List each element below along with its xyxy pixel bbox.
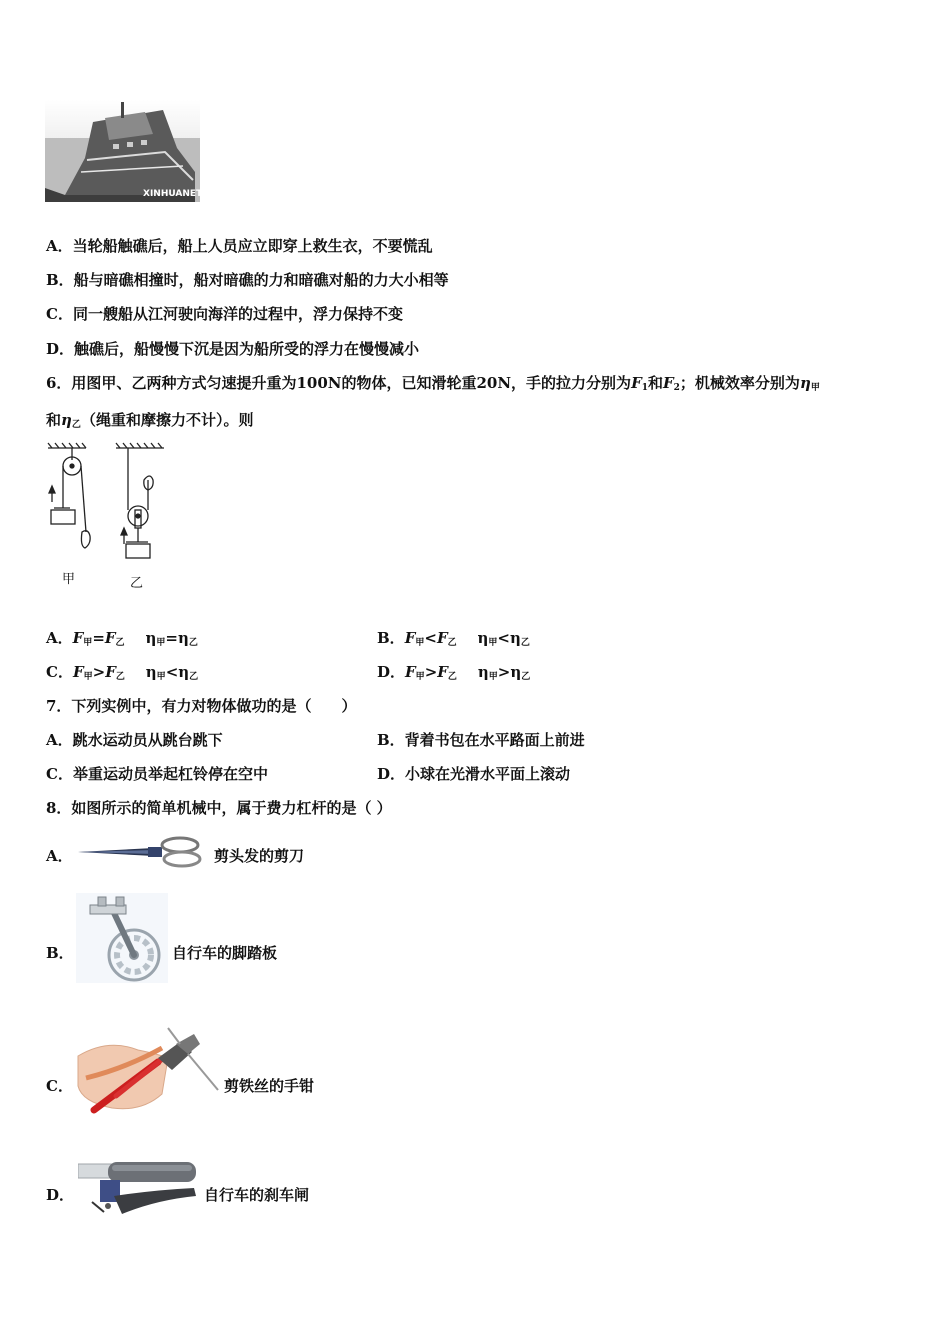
q8-b-prefix: B． bbox=[46, 944, 74, 962]
q6-b-eta2: η bbox=[510, 629, 521, 647]
q6-c-cmp2: < bbox=[165, 663, 179, 681]
q6-text-1: 6．用图甲、乙两种方式匀速提升重为100N的物体，已知滑轮重20N，手的拉力分别为 bbox=[46, 374, 632, 392]
q6-c-cmp1: > bbox=[92, 663, 106, 681]
q6-f1: F bbox=[631, 374, 642, 392]
q6-option-d bbox=[377, 662, 530, 687]
q6-c-jia: 甲 bbox=[83, 672, 93, 682]
q6-a-cmp1: = bbox=[92, 629, 105, 647]
q6-d-eta-jia: 甲 bbox=[488, 672, 498, 682]
q8-c-label: 剪铁丝的手钳 bbox=[224, 1077, 315, 1095]
q6-a-eta2: η bbox=[177, 629, 189, 647]
q6-stem-line1 bbox=[46, 373, 820, 398]
q5-option-b: B．船与暗礁相撞时，船对暗礁的力和暗礁对船的力大小相等 bbox=[46, 271, 449, 289]
q6-d-f: F bbox=[405, 663, 416, 681]
pliers-icon bbox=[76, 1026, 221, 1118]
brake-image bbox=[78, 1160, 200, 1220]
q6-c-eta: η bbox=[145, 663, 157, 681]
q6-d-cmp1: > bbox=[424, 663, 438, 681]
q6-eta-yi: η bbox=[61, 411, 72, 429]
q6-c-eta-yi: 乙 bbox=[189, 672, 199, 682]
q6-a-yi: 乙 bbox=[115, 638, 125, 648]
q6-d-prefix: D． bbox=[377, 663, 406, 681]
q6-f1-sub: 1 bbox=[641, 383, 648, 393]
q7-option-b: B．背着书包在水平路面上前进 bbox=[377, 731, 585, 749]
q6-f2-sub: 2 bbox=[673, 383, 680, 393]
pulley-label-jia: 甲 bbox=[62, 572, 76, 587]
q6-a-f: F bbox=[72, 629, 84, 647]
q8-c-prefix: C． bbox=[46, 1077, 73, 1095]
q8-d-prefix: D． bbox=[46, 1186, 75, 1204]
q6-stem-line2 bbox=[46, 410, 253, 435]
q8-stem: 8．如图所示的简单机械中，属于费力杠杆的是（ ） bbox=[46, 799, 392, 817]
q7-stem: 7．下列实例中，有力对物体做功的是（ ） bbox=[46, 697, 357, 715]
q6-text-3: 和 bbox=[46, 411, 62, 429]
q6-b-eta-jia: 甲 bbox=[488, 638, 498, 648]
q6-b-f2: F bbox=[436, 629, 448, 647]
pulley-diagram bbox=[44, 440, 174, 590]
q6-d-f2: F bbox=[437, 663, 448, 681]
q6-b-eta: η bbox=[477, 629, 489, 647]
q5-option-a: A．当轮船触礁后，船上人员应立即穿上救生衣，不要慌乱 bbox=[46, 237, 433, 255]
q5-option-c: C．同一艘船从江河驶向海洋的过程中，浮力保持不变 bbox=[46, 305, 403, 323]
q8-d-label: 自行车的刹车闸 bbox=[204, 1186, 310, 1204]
pedal-image bbox=[76, 893, 168, 983]
ship-photo bbox=[45, 100, 200, 202]
q6-d-eta: η bbox=[477, 663, 489, 681]
q6-d-eta-yi: 乙 bbox=[521, 672, 531, 682]
q6-d-jia: 甲 bbox=[415, 672, 425, 682]
q8-a-prefix: A． bbox=[46, 847, 73, 865]
q8-a-label: 剪头发的剪刀 bbox=[214, 847, 305, 865]
q6-b-prefix: B． bbox=[377, 629, 405, 647]
q6-b-eta-yi: 乙 bbox=[520, 638, 530, 648]
q8-b-label: 自行车的脚踏板 bbox=[172, 944, 278, 962]
q6-eta-jia: η bbox=[799, 374, 811, 392]
q6-a-eta: η bbox=[145, 629, 157, 647]
q6-c-f2: F bbox=[105, 663, 116, 681]
q6-b-jia: 甲 bbox=[415, 638, 425, 648]
pedal-icon bbox=[76, 893, 168, 983]
q6-c-prefix: C． bbox=[46, 663, 73, 681]
q6-d-yi: 乙 bbox=[447, 672, 457, 682]
q6-text-2: ；机械效率分别为 bbox=[679, 374, 800, 392]
q6-b-cmp2: < bbox=[497, 629, 510, 647]
q6-text-4: （绳重和摩擦力不计）。则 bbox=[80, 411, 254, 429]
q6-c-eta2: η bbox=[178, 663, 190, 681]
q6-d-cmp2: > bbox=[497, 663, 511, 681]
q7-option-a: A．跳水运动员从跳台跳下 bbox=[46, 731, 223, 749]
q6-a-jia: 甲 bbox=[83, 638, 93, 648]
pulley-label-yi: 乙 bbox=[130, 576, 144, 591]
q5-option-d: D．触礁后，船慢慢下沉是因为船所受的浮力在慢慢减小 bbox=[46, 340, 420, 358]
q6-eta-jia-sub: 甲 bbox=[810, 383, 820, 393]
q6-eta-yi-sub: 乙 bbox=[71, 420, 81, 430]
scissors-image bbox=[76, 836, 211, 868]
q6-c-eta-jia: 甲 bbox=[156, 672, 166, 682]
q6-option-c bbox=[46, 662, 198, 687]
q6-option-b bbox=[377, 628, 530, 653]
q7-option-d: D．小球在光滑水平面上滚动 bbox=[377, 765, 571, 783]
pliers-image bbox=[76, 1026, 221, 1118]
q6-a-cmp2: = bbox=[165, 629, 178, 647]
q6-a-prefix: A． bbox=[46, 629, 73, 647]
q6-b-cmp1: < bbox=[424, 629, 437, 647]
q6-a-f2: F bbox=[104, 629, 116, 647]
q6-f2: F bbox=[663, 374, 674, 392]
scissors-icon bbox=[76, 836, 211, 868]
q7-option-c: C．举重运动员举起杠铃停在空中 bbox=[46, 765, 268, 783]
q6-b-f: F bbox=[404, 629, 416, 647]
q6-c-yi: 乙 bbox=[115, 672, 125, 682]
q6-d-eta2: η bbox=[510, 663, 522, 681]
q6-a-eta-jia: 甲 bbox=[156, 638, 166, 648]
q6-a-eta-yi: 乙 bbox=[188, 638, 198, 648]
q6-c-f: F bbox=[72, 663, 84, 681]
q6-option-a bbox=[46, 628, 198, 653]
ship-photo-graphic bbox=[45, 100, 200, 202]
q6-b-yi: 乙 bbox=[447, 638, 457, 648]
photo-watermark: XINHUANET bbox=[143, 189, 200, 199]
brake-lever-icon bbox=[78, 1160, 200, 1220]
q6-and: 和 bbox=[647, 374, 663, 392]
